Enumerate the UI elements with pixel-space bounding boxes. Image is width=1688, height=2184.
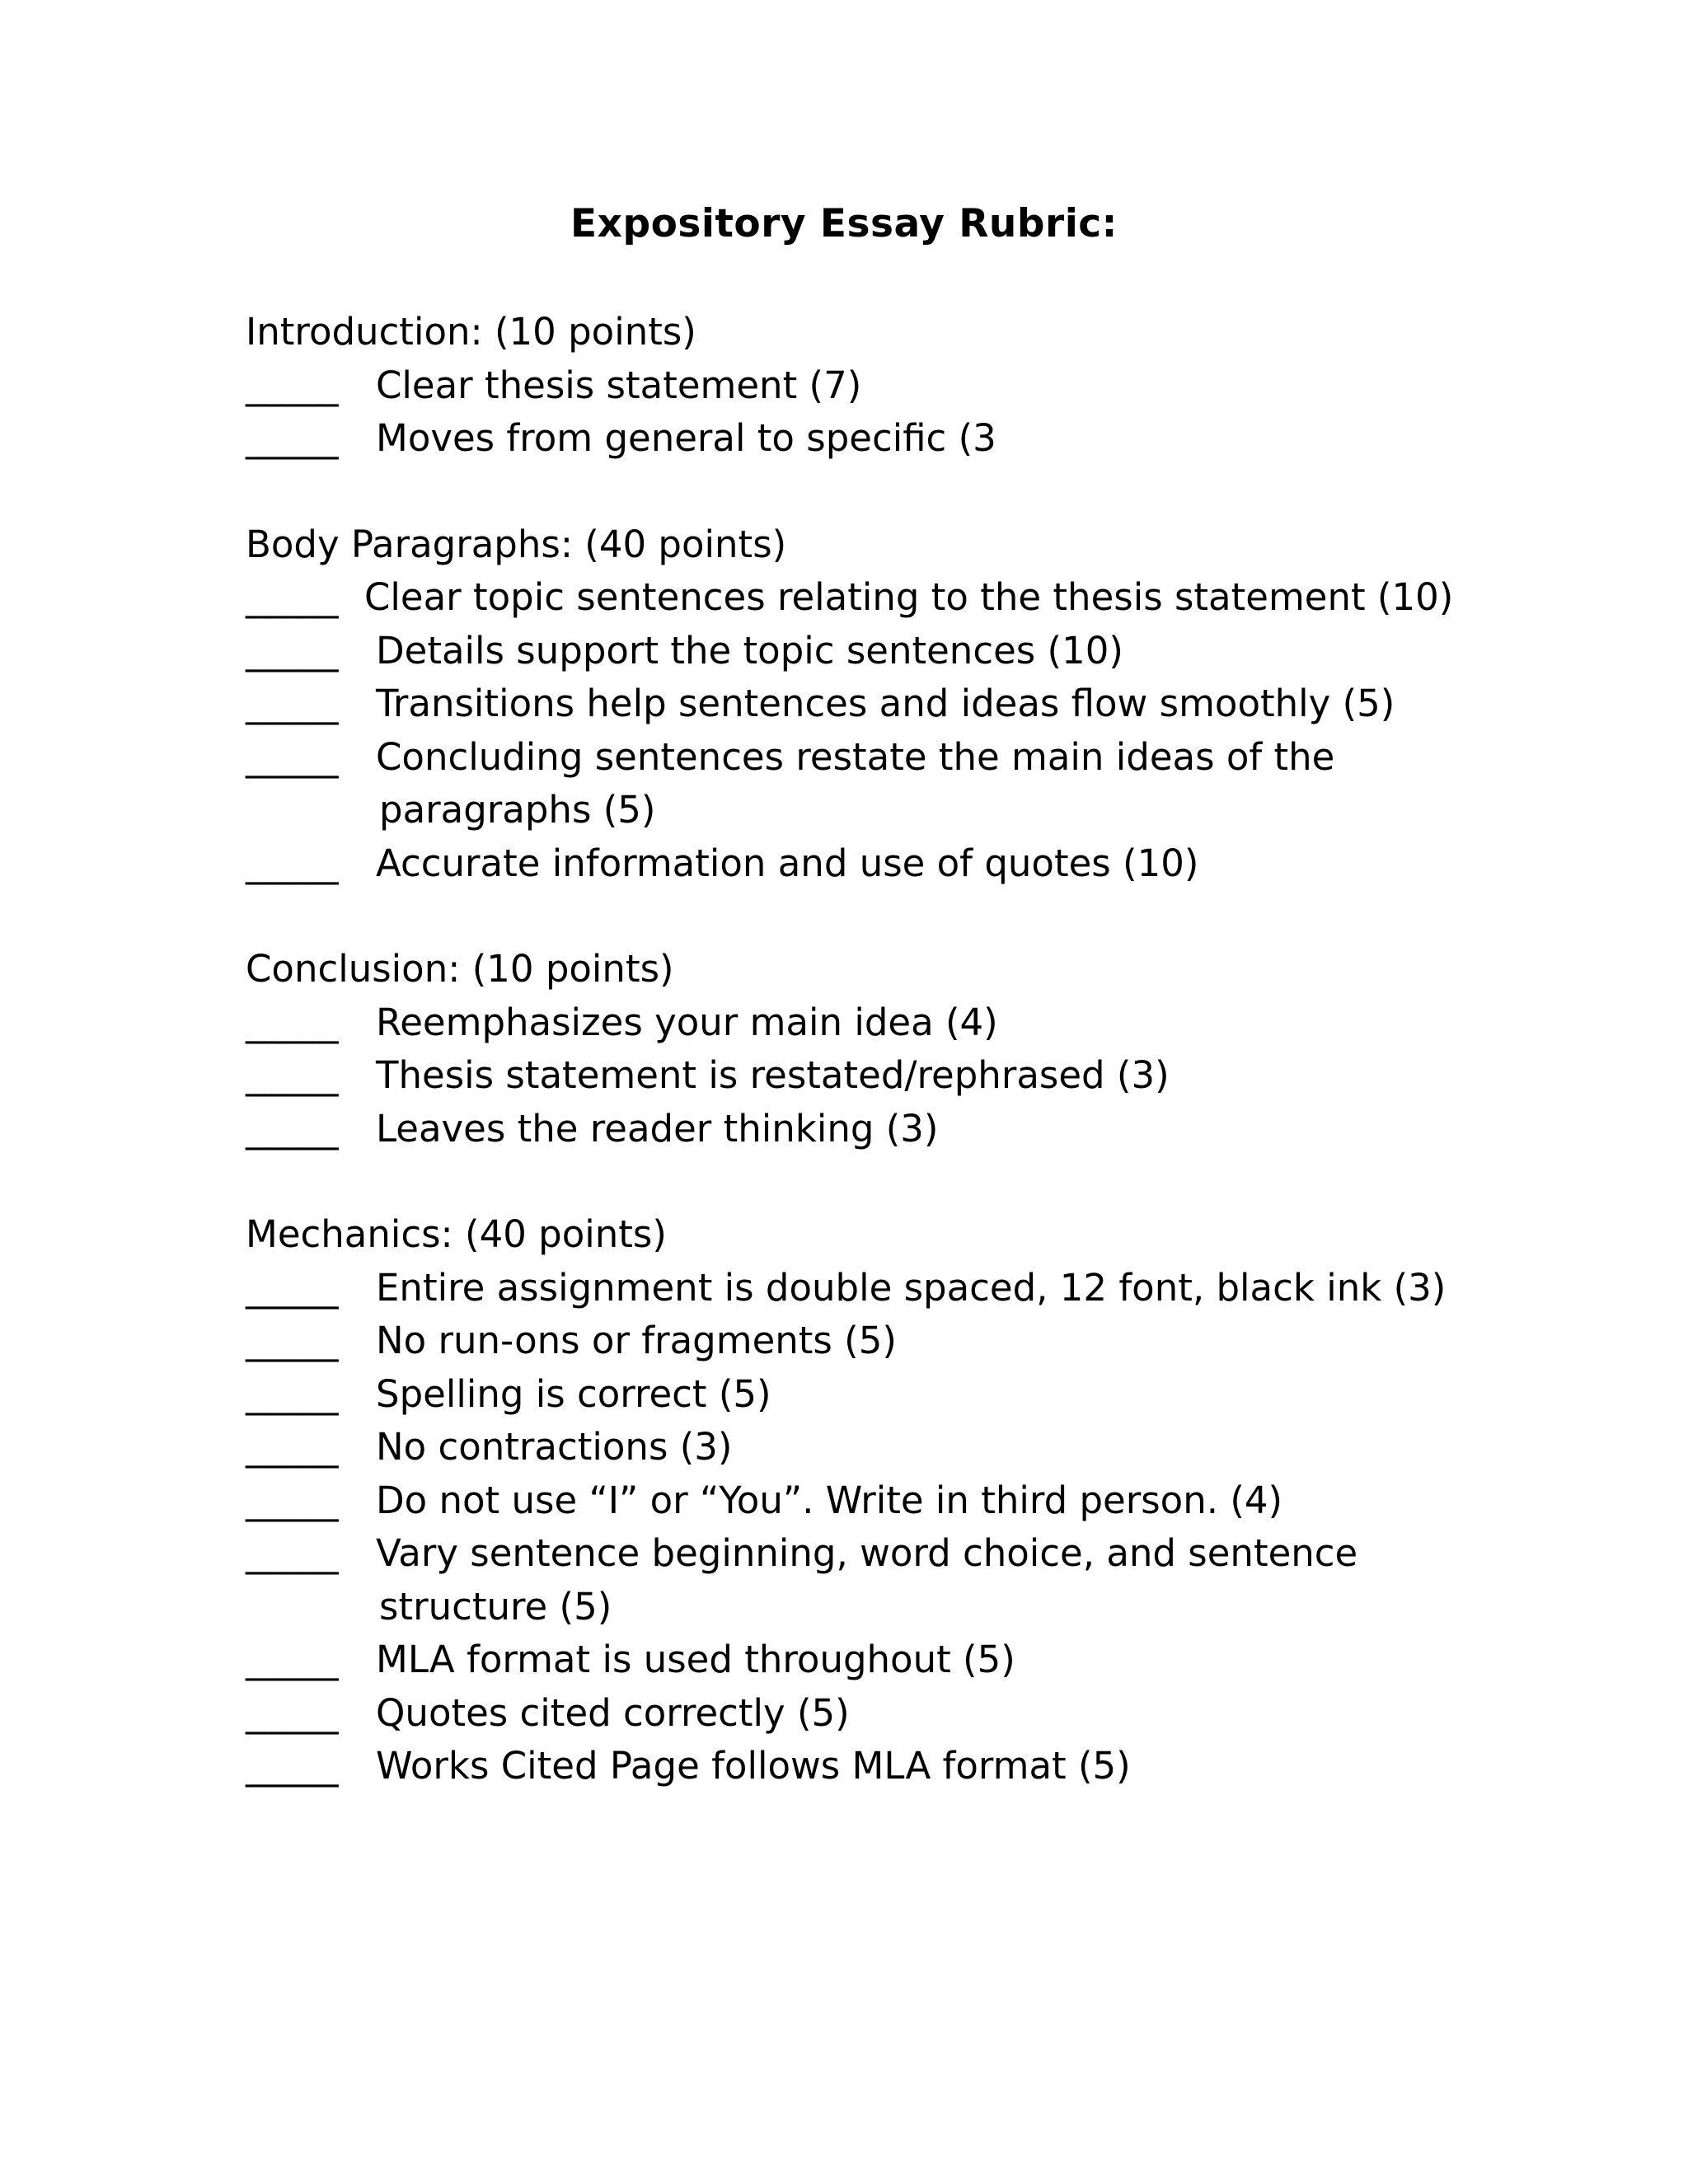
rubric-item bbox=[246, 1740, 1597, 1793]
score-blank: _____ bbox=[246, 1690, 339, 1735]
score-blank: _____ bbox=[246, 575, 339, 619]
item-text: Reemphasizes your main idea (4) bbox=[376, 1000, 998, 1044]
score-blank: _____ bbox=[246, 1371, 339, 1416]
rubric-item bbox=[246, 1527, 1597, 1581]
rubric-item bbox=[246, 1368, 1597, 1422]
item-text: Transitions help sentences and ideas flow smoothly (5) bbox=[376, 682, 1395, 725]
item-text: No run-ons or fragments (5) bbox=[376, 1319, 897, 1362]
item-text: Spelling is correct (5) bbox=[376, 1371, 771, 1416]
item-text: Clear thesis statement (7) bbox=[376, 363, 862, 407]
rubric-item bbox=[246, 837, 1597, 891]
rubric-item bbox=[246, 1633, 1597, 1687]
rubric-item bbox=[246, 731, 1597, 785]
item-text: Vary sentence beginning, word choice, and sentence bbox=[376, 1531, 1358, 1575]
item-text: Leaves the reader thinking (3) bbox=[376, 1106, 939, 1151]
section-heading: Conclusion: (10 points) bbox=[246, 947, 674, 991]
section-introduction bbox=[246, 306, 1597, 466]
score-blank: _____ bbox=[246, 363, 339, 407]
score-blank: _____ bbox=[246, 1531, 339, 1575]
item-text: Details support the topic sentences (10) bbox=[376, 628, 1123, 673]
score-blank: _____ bbox=[246, 1053, 339, 1097]
rubric-item bbox=[246, 1421, 1597, 1474]
item-text: Concluding sentences restate the main ideas of the bbox=[376, 734, 1335, 779]
score-blank: _____ bbox=[246, 1319, 339, 1362]
section-body-paragraphs bbox=[246, 518, 1597, 891]
score-blank: _____ bbox=[246, 1265, 339, 1310]
rubric-item bbox=[246, 359, 1597, 413]
rubric-item bbox=[246, 1315, 1597, 1368]
section-mechanics bbox=[246, 1208, 1597, 1793]
score-blank: _____ bbox=[246, 1106, 339, 1151]
rubric-item bbox=[246, 571, 1597, 625]
item-text: Clear topic sentences relating to the thesis statement (10) bbox=[364, 575, 1454, 619]
item-text: MLA format is used throughout (5) bbox=[376, 1638, 1015, 1681]
section-heading: Body Paragraphs: (40 points) bbox=[246, 522, 787, 566]
item-text: Do not use “I” or “You”. Write in third person. (4) bbox=[376, 1478, 1283, 1522]
rubric-item bbox=[246, 1049, 1597, 1103]
score-blank: _____ bbox=[246, 682, 339, 725]
item-text: No contractions (3) bbox=[376, 1425, 733, 1469]
item-continuation: paragraphs (5) bbox=[379, 788, 656, 832]
rubric-item bbox=[246, 625, 1597, 678]
rubric-item bbox=[246, 1687, 1597, 1741]
rubric-item bbox=[246, 677, 1597, 731]
item-text: Works Cited Page follows MLA format (5) bbox=[376, 1744, 1131, 1788]
score-blank: _____ bbox=[246, 734, 339, 779]
rubric-content bbox=[246, 306, 1597, 1846]
item-continuation: structure (5) bbox=[379, 1584, 612, 1629]
score-blank: _____ bbox=[246, 1744, 339, 1788]
section-heading: Mechanics: (40 points) bbox=[246, 1212, 667, 1256]
item-text: Thesis statement is restated/rephrased (3) bbox=[376, 1053, 1170, 1097]
score-blank: _____ bbox=[246, 628, 339, 673]
page-title: Expository Essay Rubric: bbox=[570, 201, 1118, 246]
item-text: Accurate information and use of quotes (10) bbox=[376, 841, 1199, 885]
item-text: Quotes cited correctly (5) bbox=[376, 1690, 850, 1735]
score-blank: _____ bbox=[246, 1000, 339, 1044]
score-blank: _____ bbox=[246, 1425, 339, 1469]
rubric-item bbox=[246, 1103, 1597, 1156]
rubric-item bbox=[246, 1262, 1597, 1315]
section-heading: Introduction: (10 points) bbox=[246, 310, 696, 354]
rubric-item bbox=[246, 1474, 1597, 1528]
item-text: Moves from general to specific (3 bbox=[376, 416, 996, 460]
section-conclusion bbox=[246, 943, 1597, 1155]
score-blank: _____ bbox=[246, 416, 339, 460]
score-blank: _____ bbox=[246, 1638, 339, 1681]
rubric-item bbox=[246, 996, 1597, 1050]
score-blank: _____ bbox=[246, 841, 339, 885]
item-text: Entire assignment is double spaced, 12 font, black ink (3) bbox=[376, 1265, 1447, 1310]
score-blank: _____ bbox=[246, 1478, 339, 1522]
rubric-item bbox=[246, 412, 1597, 466]
